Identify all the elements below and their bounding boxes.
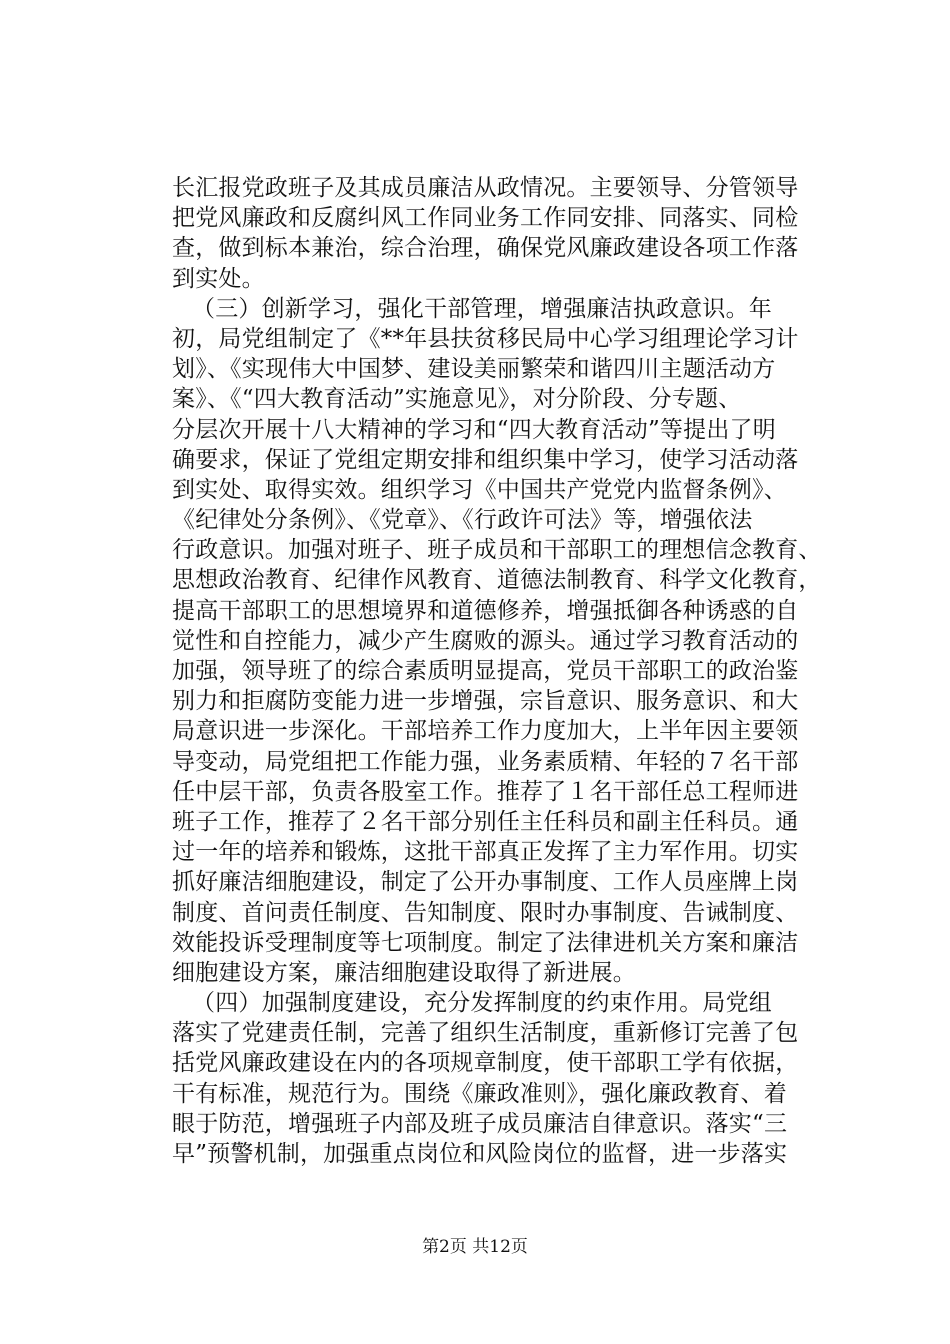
text-line: 落实了党建责任制，完善了组织生活制度，重新修订完善了包: [172, 1020, 799, 1047]
text-line: 过一年的培养和锻炼，这批干部真正发挥了主力军作用。切实: [172, 839, 799, 866]
text-line: 长汇报党政班子及其成员廉洁从政情况。主要领导、分管领导: [172, 175, 799, 201]
text-line: 括党风廉政建设在内的各项规章制度，使干部职工学有依据，: [172, 1050, 799, 1077]
section-heading-line: （三）创新学习，强化干部管理，增强廉洁执政意识。年: [192, 295, 772, 322]
text-line: 到实处。: [172, 265, 265, 292]
text-line: 到实处、取得实效。组织学习《中国共产党党内监督条例》、: [172, 476, 787, 503]
text-line: 细胞建设方案，廉洁细胞建设取得了新进展。: [172, 959, 636, 986]
text-line: 《纪律处分条例》、《党章》、《行政许可法》等，增强依法: [172, 507, 753, 534]
text-line: 干有标准，规范行为。围绕《廉政准则》，强化廉政教育、着: [172, 1080, 787, 1107]
text-line: 分层次开展十八大精神的学习和“四大教育活动”等提出了明: [172, 416, 776, 443]
text-line: 划》、《实现伟大中国梦、建设美丽繁荣和谐四川主题活动方: [172, 356, 776, 383]
document-body: [172, 173, 832, 1169]
text-line: 行政意识。加强对班子、班子成员和干部职工的理想信念教育、: [172, 537, 822, 564]
text-line: 任中层干部，负责各股室工作。推荐了１名干部任总工程师进: [172, 778, 799, 805]
text-line: 别力和拒腐防变能力进一步增强，宗旨意识、服务意识、和大: [172, 688, 799, 715]
text-line: 觉性和自控能力，减少产生腐败的源头。通过学习教育活动的: [172, 627, 799, 654]
text-line: 把党风廉政和反腐纠风工作同业务工作同安排、同落实、同检: [172, 205, 799, 232]
text-line: 制度、首问责任制度、告知制度、限时办事制度、告诫制度、: [172, 899, 799, 926]
text-line: 加强，领导班了的综合素质明显提高，党员干部职工的政治鉴: [172, 658, 799, 684]
text-line: 案》、《“四大教育活动”实施意见》，对分阶段、分专题、: [172, 386, 742, 413]
text-line: 眼于防范，增强班子内部及班子成员廉洁自律意识。落实“三: [172, 1110, 788, 1137]
text-line: 效能投诉受理制度等七项制度。制定了法律进机关方案和廉洁: [172, 929, 799, 956]
text-line: 早”预警机制，加强重点岗位和风险岗位的监督，进一步落实: [172, 1141, 788, 1167]
text-line: 确要求，保证了党组定期安排和组织集中学习，使学习活动落: [172, 446, 799, 473]
text-line: 提高干部职工的思想境界和道德修养，增强抵御各种诱惑的自: [172, 597, 799, 624]
text-line: 思想政治教育、纪律作风教育、道德法制教育、科学文化教育，: [172, 567, 822, 594]
text-line: 班子工作，推荐了２名干部分别任主任科员和副主任科员。通: [172, 808, 799, 835]
text-line: 局意识进一步深化。干部培养工作力度加大，上半年因主要领: [172, 718, 799, 745]
page-number-footer: 第2页 共12页: [422, 1237, 528, 1257]
section-heading-line: （四）加强制度建设，充分发挥制度的约束作用。局党组: [192, 990, 772, 1017]
text-line: 初，局党组制定了《**年县扶贫移民局中心学习组理论学习计: [172, 325, 799, 352]
text-line: 查，做到标本兼治，综合治理，确保党风廉政建设各项工作落: [172, 235, 799, 262]
text-line: 抓好廉洁细胞建设，制定了公开办事制度、工作人员座牌上岗: [172, 869, 799, 896]
text-line: 导变动，局党组把工作能力强，业务素质精、年轻的７名干部: [172, 748, 799, 775]
